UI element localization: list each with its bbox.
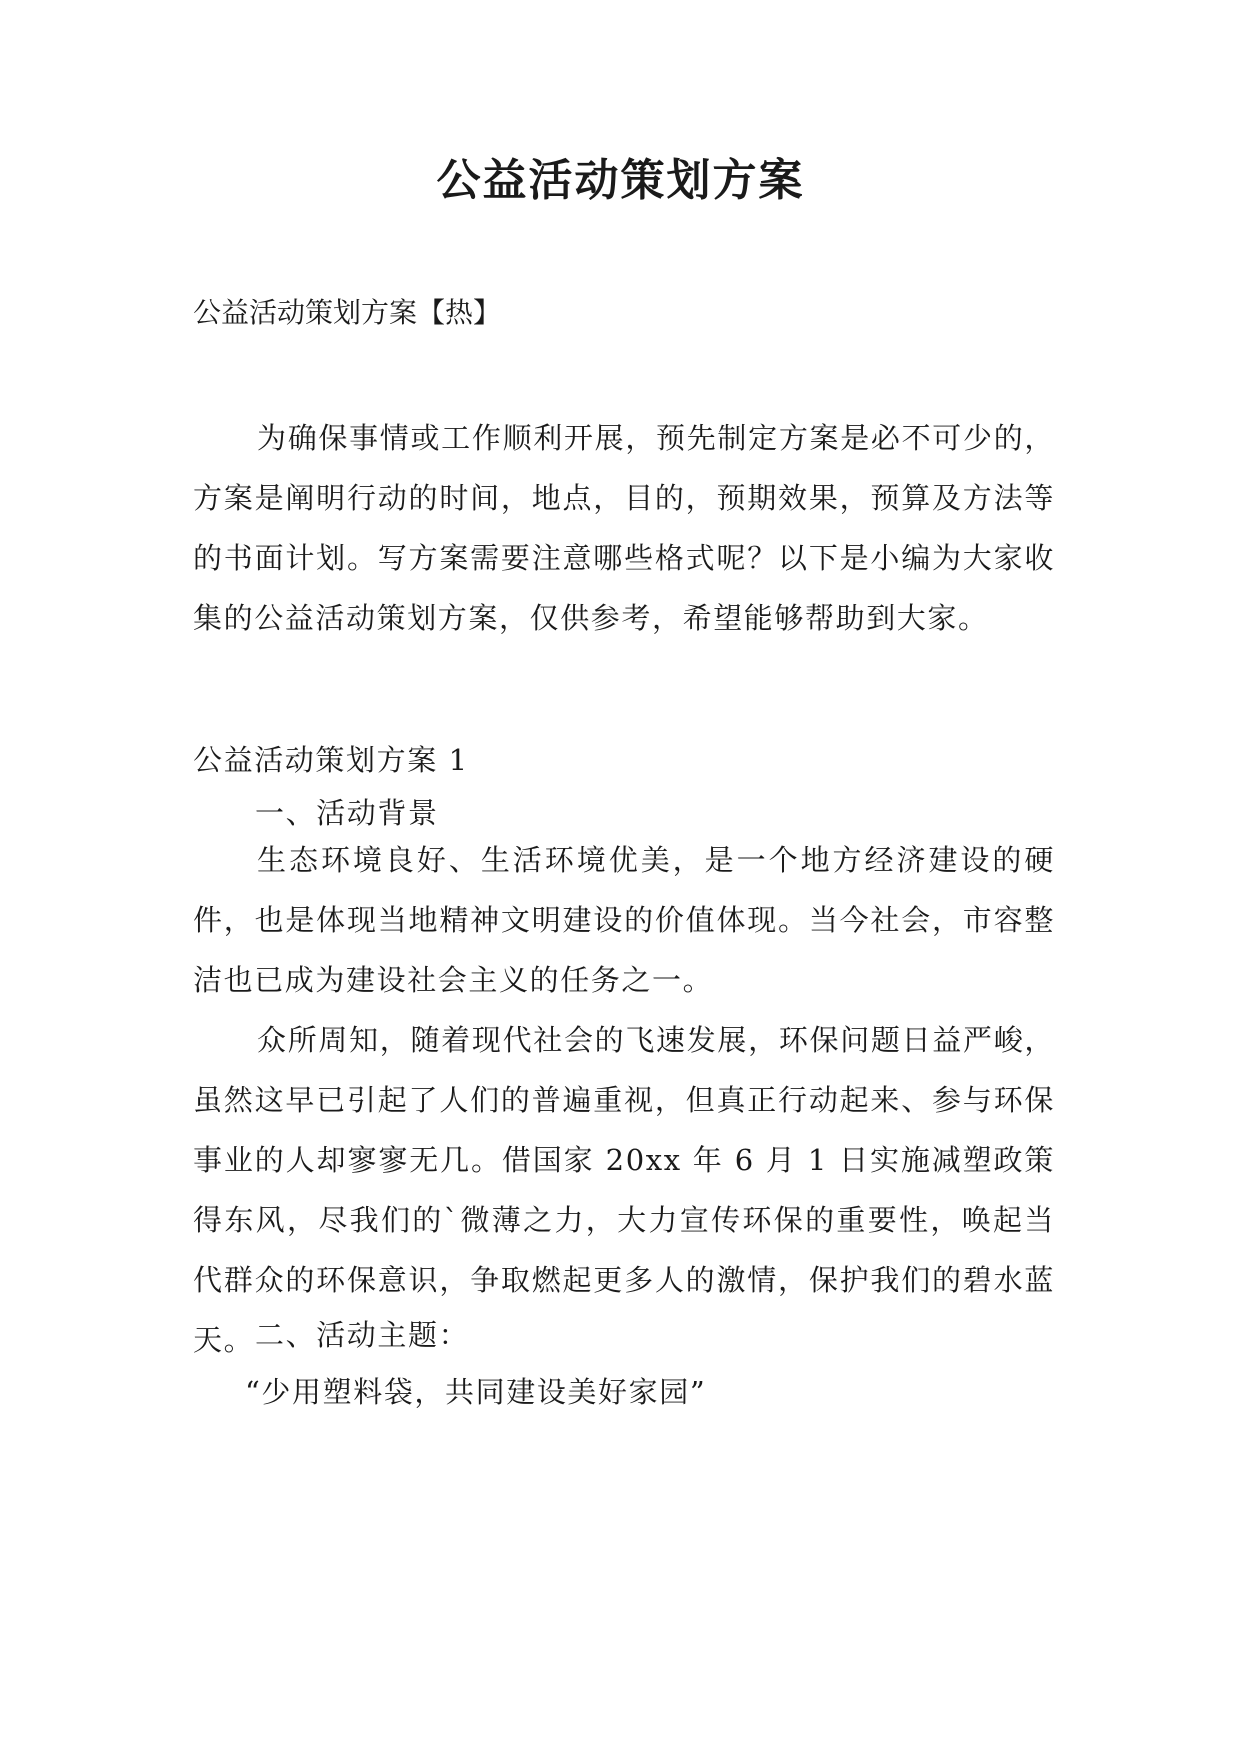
section-heading-theme: 二、活动主题： [255,1318,470,1352]
theme-slogan: “少用塑料袋，共同建设美好家园” [245,1375,707,1409]
background-paragraph-1: 生态环境良好、生活环境优美，是一个地方经济建设的硬件，也是体现当地精神文明建设的价值体现。当今社会，市容整洁也已成为建设社会主义的任务之一。 [193,843,1055,997]
document-title: 公益活动策划方案 [436,155,805,206]
plan-heading: 公益活动策划方案 1 [193,743,469,777]
section-heading-background: 一、活动背景 [255,796,439,830]
intro-paragraph: 为确保事情或工作顺利开展，预先制定方案是必不可少的，方案是阐明行动的时间，地点，目的，预期效果，预算及方法等的书面计划。写方案需要注意哪些格式呢？以下是小编为大家收集的公益活动策划方案，仅供参考，希望能够帮助到大家。 [193,421,1055,635]
background-paragraph-2: 众所周知，随着现代社会的飞速发展，环保问题日益严峻，虽然这早已引起了人们的普遍重视，但真正行动起来、参与环保事业的人却寥寥无几。借国家 20xx 年 6 月 1 日实施减塑政策得东风，尽我们的`微薄之力，大力宣传环保的重要性，唤起当代群众的环保意识，争取燃起更多人的激情，保护我们的碧水蓝天。 [193,1023,1055,1357]
document-subtitle: 公益活动策划方案【热】 [193,296,502,329]
